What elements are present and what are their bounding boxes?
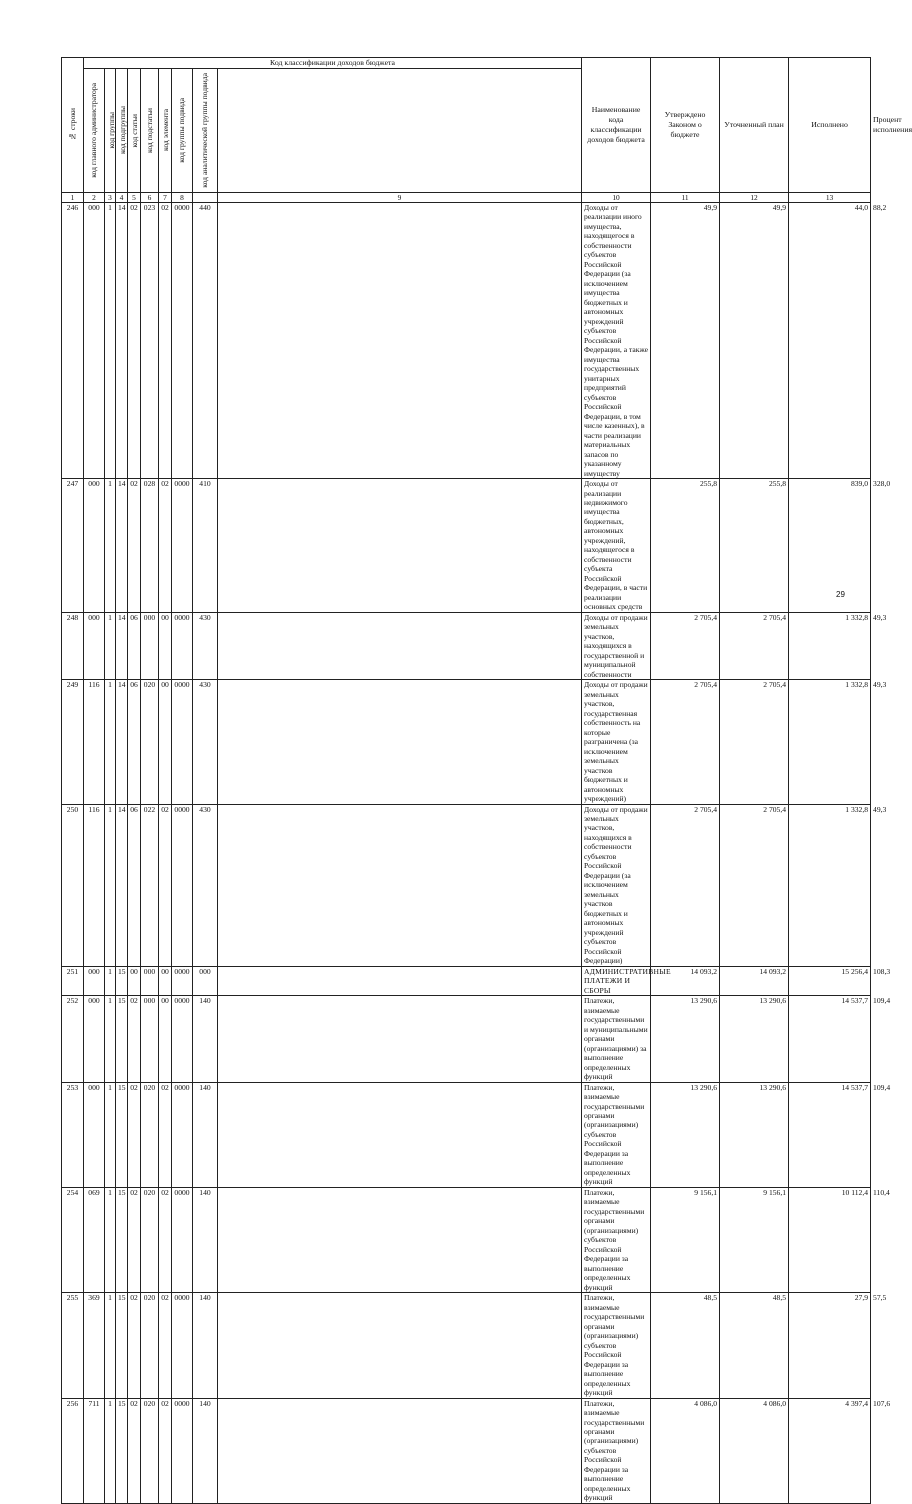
row-number: 256 [62, 1398, 84, 1503]
code-cell: 0000 [172, 996, 193, 1082]
revenue-name: Платежи, взимаемые государственными органами (организациями) субъектов Российской Федерации за выполнение определенных функций [582, 1082, 651, 1187]
code-cell: 06 [128, 804, 141, 966]
refined-value: 2 705,4 [720, 804, 789, 966]
code-cell: 000 [84, 202, 105, 478]
table-row: 253 000 1 15 02 020 02 0000 140 Платежи, взимаемые государственными органами (организациями) субъектов Российской Федерации за выполнение определенных функций 13 290,6 13 290,6 14 537,7 109,4 [62, 1082, 871, 1187]
column-number-row [62, 192, 871, 202]
code-cell: 000 [84, 966, 105, 995]
approved-value: 255,8 [651, 479, 720, 613]
spacer-cell [218, 804, 582, 966]
revenue-name: Платежи, взимаемые государственными органами (организациями) субъектов Российской Федерации за выполнение определенных функций [582, 1187, 651, 1292]
header-code-article: код статьи [128, 68, 141, 192]
header-row-no: № строки [62, 58, 84, 193]
code-cell: 02 [128, 996, 141, 1082]
code-cell: 02 [159, 479, 172, 613]
code-cell: 1 [105, 996, 116, 1082]
code-cell: 000 [84, 612, 105, 679]
executed-value: 14 537,7 [789, 996, 871, 1082]
spacer-cell [218, 996, 582, 1082]
header-name: Наименование кода классификации доходов бюджета [582, 58, 651, 193]
code-cell: 00 [159, 966, 172, 995]
code-cell: 0000 [172, 680, 193, 804]
code-cell: 430 [193, 804, 218, 966]
header-code-group-col: код группы [105, 68, 116, 192]
code-cell: 02 [159, 202, 172, 478]
revenue-name: Платежи, взимаемые государственными органами (организациями) субъектов Российской Федерации за выполнение определенных функций [582, 1398, 651, 1503]
code-cell: 1 [105, 1293, 116, 1398]
row-number: 247 [62, 479, 84, 613]
column-number: 11 [651, 192, 720, 202]
table-row: 246 000 1 14 02 023 02 0000 440 Доходы от реализации иного имущества, находящегося в собственности субъектов Российской Федерации (за исключением имущества бюджетных и автономных учреждений субъектов Российской Федерации, а также имущества государственных унитарных предприятий субъектов Российской Федерации, в том числе казенных), в части реализации материальных запасов по указанному имуществу 49,9 49,9 44,0 88,2 [62, 202, 871, 478]
code-cell: 00 [159, 612, 172, 679]
code-cell: 02 [128, 1082, 141, 1187]
code-cell: 02 [159, 1187, 172, 1292]
code-cell: 02 [128, 1187, 141, 1292]
code-cell: 02 [159, 1293, 172, 1398]
code-cell: 140 [193, 996, 218, 1082]
row-number: 249 [62, 680, 84, 804]
code-cell: 06 [128, 612, 141, 679]
code-cell: 369 [84, 1293, 105, 1398]
column-number: 1 [62, 192, 84, 202]
revenue-name: Платежи, взимаемые государственными органами (организациями) субъектов Российской Федерации за выполнение определенных функций [582, 1293, 651, 1398]
code-cell: 14 [116, 804, 128, 966]
approved-value: 48,5 [651, 1293, 720, 1398]
spacer-cell [218, 966, 582, 995]
column-number [193, 192, 218, 202]
code-cell: 000 [141, 996, 159, 1082]
row-number: 253 [62, 1082, 84, 1187]
code-cell: 14 [116, 680, 128, 804]
code-cell: 1 [105, 612, 116, 679]
code-cell: 0000 [172, 1082, 193, 1187]
row-number: 248 [62, 612, 84, 679]
approved-value: 13 290,6 [651, 996, 720, 1082]
refined-value: 9 156,1 [720, 1187, 789, 1292]
row-number: 250 [62, 804, 84, 966]
code-cell: 1 [105, 479, 116, 613]
refined-value: 14 093,2 [720, 966, 789, 995]
executed-value: 1 332,8 [789, 804, 871, 966]
code-cell: 0000 [172, 1187, 193, 1292]
page-number: 29 [836, 590, 845, 599]
header-spacer [218, 68, 582, 192]
code-cell: 000 [84, 1082, 105, 1187]
table-row: 247 000 1 14 02 028 02 0000 410 Доходы от реализации недвижимого имущества бюджетных, автономных учреждений, находящегося в собственности субъекта Российской Федерации, в части реализации основных средств 255,8 255,8 839,0 328,0 [62, 479, 871, 613]
executed-value: 839,0 [789, 479, 871, 613]
code-cell: 0000 [172, 804, 193, 966]
executed-value: 27,9 [789, 1293, 871, 1398]
executed-value: 4 397,4 [789, 1398, 871, 1503]
code-cell: 00 [159, 680, 172, 804]
refined-value: 49,9 [720, 202, 789, 478]
table-row: 248 000 1 14 06 000 00 0000 430 Доходы от продажи земельных участков, находящихся в государственной и муниципальной собственности 2 705,4 2 705,4 1 332,8 49,3 [62, 612, 871, 679]
header-code-group: Код классификации доходов бюджета [84, 58, 582, 69]
code-cell: 15 [116, 1398, 128, 1503]
spacer-cell [218, 1187, 582, 1292]
revenue-name: Доходы от продажи земельных участков, находящихся в собственности субъектов Российской Федерации (за исключением земельных участков бюджетных и автономных учреждений субъектов Российской Федерации) [582, 804, 651, 966]
header-code-element: код элемента [159, 68, 172, 192]
code-cell: 02 [159, 1398, 172, 1503]
code-cell: 0000 [172, 202, 193, 478]
code-cell: 410 [193, 479, 218, 613]
header-approved: Утверждено Законом о бюджете [651, 58, 720, 193]
refined-value: 13 290,6 [720, 1082, 789, 1187]
row-number: 255 [62, 1293, 84, 1398]
code-cell: 000 [84, 996, 105, 1082]
code-cell: 15 [116, 1082, 128, 1187]
code-cell: 15 [116, 996, 128, 1082]
row-number: 251 [62, 966, 84, 995]
code-cell: 14 [116, 202, 128, 478]
approved-value: 13 290,6 [651, 1082, 720, 1187]
refined-value: 255,8 [720, 479, 789, 613]
code-cell: 14 [116, 479, 128, 613]
code-cell: 02 [159, 1082, 172, 1187]
code-cell: 0000 [172, 1398, 193, 1503]
code-cell: 116 [84, 680, 105, 804]
spacer-cell [218, 1293, 582, 1398]
code-cell: 0000 [172, 479, 193, 613]
refined-value: 2 705,4 [720, 680, 789, 804]
code-cell: 140 [193, 1082, 218, 1187]
code-cell: 430 [193, 680, 218, 804]
code-cell: 06 [128, 680, 141, 804]
code-cell: 02 [128, 479, 141, 613]
table-row: 254 069 1 15 02 020 02 0000 140 Платежи, взимаемые государственными органами (организациями) субъектов Российской Федерации за выполнение определенных функций 9 156,1 9 156,1 10 112,4 110,4 [62, 1187, 871, 1292]
column-number: 5 [128, 192, 141, 202]
code-cell: 022 [141, 804, 159, 966]
revenue-name: Платежи, взимаемые государственными и муниципальными органами (организациями) за выполнение определенных функций [582, 996, 651, 1082]
header-code-subgroup: код подгруппы [116, 68, 128, 192]
executed-value: 10 112,4 [789, 1187, 871, 1292]
refined-value: 48,5 [720, 1293, 789, 1398]
column-number: 2 [84, 192, 105, 202]
approved-value: 4 086,0 [651, 1398, 720, 1503]
header-code-analytic-group: код аналитической группы подвида [193, 68, 218, 192]
revenue-name: Доходы от продажи земельных участков, государственная собственность на которые разграничена (за исключением земельных участков бюджетных и автономных учреждений) [582, 680, 651, 804]
code-cell: 14 [116, 612, 128, 679]
table-row: 251 000 1 15 00 000 00 0000 000 АДМИНИСТРАТИВНЫЕ ПЛАТЕЖИ И СБОРЫ 14 093,2 14 093,2 15 256,4 108,3 [62, 966, 871, 995]
spacer-cell [218, 1082, 582, 1187]
table-row: 256 711 1 15 02 020 02 0000 140 Платежи, взимаемые государственными органами (организациями) субъектов Российской Федерации за выполнение определенных функций 4 086,0 4 086,0 4 397,4 107,6 [62, 1398, 871, 1503]
spacer-cell [218, 1398, 582, 1503]
code-cell: 0000 [172, 612, 193, 679]
code-cell: 020 [141, 1082, 159, 1187]
code-cell: 15 [116, 1293, 128, 1398]
approved-value: 49,9 [651, 202, 720, 478]
revenue-name: Доходы от реализации недвижимого имущества бюджетных, автономных учреждений, находящегося в собственности субъекта Российской Федерации, в части реализации основных средств [582, 479, 651, 613]
code-cell: 15 [116, 1187, 128, 1292]
code-cell: 1 [105, 202, 116, 478]
code-cell: 00 [128, 966, 141, 995]
code-cell: 116 [84, 804, 105, 966]
approved-value: 9 156,1 [651, 1187, 720, 1292]
code-cell: 140 [193, 1187, 218, 1292]
code-cell: 000 [141, 612, 159, 679]
code-cell: 020 [141, 680, 159, 804]
table-row: 249 116 1 14 06 020 00 0000 430 Доходы от продажи земельных участков, государственная собственность на которые разграничена (за исключением земельных участков бюджетных и автономных учреждений) 2 705,4 2 705,4 1 332,8 49,3 [62, 680, 871, 804]
table-row: 252 000 1 15 02 000 00 0000 140 Платежи, взимаемые государственными и муниципальными органами (организациями) за выполнение определенных функций 13 290,6 13 290,6 14 537,7 109,4 [62, 996, 871, 1082]
header-refined: Уточненный план [720, 58, 789, 193]
code-cell: 140 [193, 1293, 218, 1398]
row-number: 246 [62, 202, 84, 478]
code-cell: 020 [141, 1398, 159, 1503]
code-cell: 020 [141, 1187, 159, 1292]
header-code-admin: код главного администратора [84, 68, 105, 192]
code-cell: 02 [128, 1293, 141, 1398]
executed-value: 15 256,4 [789, 966, 871, 995]
code-cell: 00 [159, 996, 172, 1082]
approved-value: 2 705,4 [651, 612, 720, 679]
code-cell: 15 [116, 966, 128, 995]
refined-value: 4 086,0 [720, 1398, 789, 1503]
code-cell: 1 [105, 680, 116, 804]
code-cell: 1 [105, 1398, 116, 1503]
spacer-cell [218, 680, 582, 804]
code-cell: 430 [193, 612, 218, 679]
column-number: 6 [141, 192, 159, 202]
budget-revenue-table: № строки Код классификации доходов бюджета Наименование кода классификации доходов бюджета Утверждено Законом о бюджете Уточненный план Исполнено Процент исполнения код главного администратора код группы код подгруппы код статьи код подстатьи код элемента код группы подвида код аналитической группы подвида 1 2 3 4 5 6 7 8 9 10 11 12 13 246 000 1 14 02 023 02 0000 440 Доходы от реализации иного имущества, находящегося в собственности субъектов Российской Федерации (за исключением имущества бюджетных и автономных учреждений субъектов Российской Федерации, а также имущества государственных унитарных предприятий субъектов Российской Федерации, в том числе казенных), в части реализации материальных запасов по указанному имуществу 49,9 49,9 44,0 88,2 247 000 1 14 02 028 02 0000 410 Доходы от реализации недвижимого имущества бюджетных, автономных учреждений, находящегося в собственности субъекта Российской Федерации, в части реализации основных средств 255,8 255,8 839,0 328,0 248 000 1 14 06 000 00 0000 430 Доходы от продажи земельных участков, находящихся в государственной и муниципальной собственности 2 705,4 2 705,4 1 332,8 49,3 249 116 1 14 06 020 00 0000 430 Доходы от продажи земельных участков, государственная собственность на которые разграничена (за исключением земельных участков бюджетных и автономных учреждений) 2 705,4 2 705,4 1 332,8 49,3 250 116 1 14 06 022 02 0000 430 Доходы от продажи земельных участков, находящихся в собственности субъектов Российской Федерации (за исключением земельных участков бюджетных и автономных учреждений субъектов Российской Федерации) 2 705,4 2 705,4 1 332,8 49,3 251 000 1 15 00 000 00 0000 000 АДМИНИСТРАТИВНЫЕ ПЛАТЕЖИ И СБОРЫ 14 093,2 14 093,2 15 256,4 108,3 252 000 1 15 02 000 00 0000 140 Платежи, взимаемые государственными и муниципальными органами (организациями) за выполнение определенных функций 13 290,6 13 290,6 14 537,7 109,4 253 000 1 15 02 020 02 0000 140 Платежи, взимаемые государственными органами (организациями) субъектов Российской Федерации за выполнение определенных функций 13 290,6 13 290,6 14 537,7 109,4 254 069 1 15 02 020 02 0000 140 Платежи, взимаемые государственными органами (организациями) субъектов Российской Федерации за выполнение определенных функций 9 156,1 9 156,1 10 112,4 110,4 255 369 1 15 02 020 02 0000 140 Платежи, взимаемые государственными органами (организациями) субъектов Российской Федерации за выполнение определенных функций 48,5 48,5 27,9 57,5 256 711 1 15 02 020 02 0000 140 Платежи, взимаемые государственными органами (организациями) субъектов Российской Федерации за выполнение определенных функций 4 086,0 4 086,0 4 397,4 107,6 [61, 57, 871, 1504]
header-code-subtype-group: код группы подвида [172, 68, 193, 192]
approved-value: 2 705,4 [651, 680, 720, 804]
code-cell: 1 [105, 1187, 116, 1292]
code-cell: 000 [193, 966, 218, 995]
code-cell: 0000 [172, 966, 193, 995]
revenue-name: Доходы от реализации иного имущества, находящегося в собственности субъектов Российской Федерации (за исключением имущества бюджетных и автономных учреждений субъектов Российской Федерации, а также имущества государственных унитарных предприятий субъектов Российской Федерации, в том числе казенных), в части реализации материальных запасов по указанному имуществу [582, 202, 651, 478]
refined-value: 2 705,4 [720, 612, 789, 679]
table-row: 255 369 1 15 02 020 02 0000 140 Платежи, взимаемые государственными органами (организациями) субъектов Российской Федерации за выполнение определенных функций 48,5 48,5 27,9 57,5 [62, 1293, 871, 1398]
column-number: 10 [582, 192, 651, 202]
column-number: 4 [116, 192, 128, 202]
code-cell: 02 [159, 804, 172, 966]
row-number: 254 [62, 1187, 84, 1292]
code-cell: 02 [128, 202, 141, 478]
code-cell: 1 [105, 804, 116, 966]
spacer-cell [218, 202, 582, 478]
code-cell: 000 [84, 479, 105, 613]
code-cell: 440 [193, 202, 218, 478]
table-row: 250 116 1 14 06 022 02 0000 430 Доходы от продажи земельных участков, находящихся в собственности субъектов Российской Федерации (за исключением земельных участков бюджетных и автономных учреждений субъектов Российской Федерации) 2 705,4 2 705,4 1 332,8 49,3 [62, 804, 871, 966]
spacer-cell [218, 612, 582, 679]
revenue-name: АДМИНИСТРАТИВНЫЕ ПЛАТЕЖИ И СБОРЫ [582, 966, 651, 995]
column-number: 12 [720, 192, 789, 202]
executed-value: 1 332,8 [789, 680, 871, 804]
header-code-subarticle: код подстатьи [141, 68, 159, 192]
column-number: 7 [159, 192, 172, 202]
code-cell: 069 [84, 1187, 105, 1292]
code-cell: 000 [141, 966, 159, 995]
spacer-cell [218, 479, 582, 613]
code-cell: 1 [105, 966, 116, 995]
revenue-name: Доходы от продажи земельных участков, находящихся в государственной и муниципальной собственности [582, 612, 651, 679]
code-cell: 711 [84, 1398, 105, 1503]
column-number: 13 [789, 192, 871, 202]
approved-value: 14 093,2 [651, 966, 720, 995]
code-cell: 02 [128, 1398, 141, 1503]
column-number: 9 [218, 192, 582, 202]
code-cell: 0000 [172, 1293, 193, 1398]
code-cell: 020 [141, 1293, 159, 1398]
code-cell: 023 [141, 202, 159, 478]
column-number: 3 [105, 192, 116, 202]
code-cell: 1 [105, 1082, 116, 1187]
executed-value: 44,0 [789, 202, 871, 478]
code-cell: 140 [193, 1398, 218, 1503]
approved-value: 2 705,4 [651, 804, 720, 966]
code-cell: 028 [141, 479, 159, 613]
column-number: 8 [172, 192, 193, 202]
executed-value: 1 332,8 [789, 612, 871, 679]
executed-value: 14 537,7 [789, 1082, 871, 1187]
row-number: 252 [62, 996, 84, 1082]
refined-value: 13 290,6 [720, 996, 789, 1082]
header-executed: Исполнено [789, 58, 871, 193]
